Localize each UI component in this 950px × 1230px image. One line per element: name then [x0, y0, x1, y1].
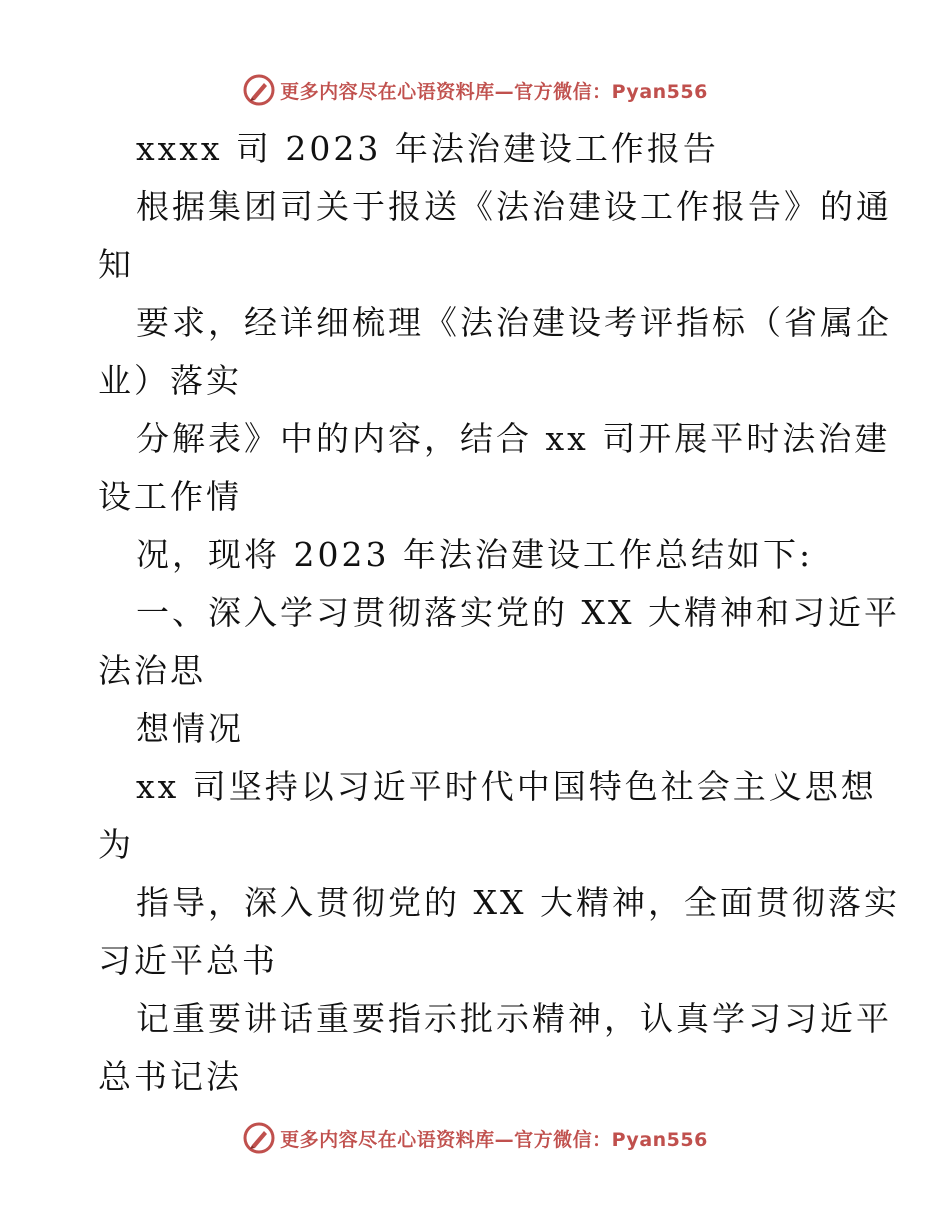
text-line: xx 司坚持以习近平时代中国特色社会主义思想	[136, 767, 877, 806]
watermark-text: 更多内容尽在心语资料库—官方微信：Pyan556	[280, 80, 708, 103]
text-line: 为	[98, 825, 134, 864]
text-line: 指导，深入贯彻党的 XX 大精神，全面贯彻落实	[136, 883, 900, 922]
watermark-footer	[0, 1118, 950, 1158]
text-line: xxxx 司 2023 年法治建设工作报告	[136, 129, 719, 168]
pen-logo-icon	[242, 73, 276, 107]
text-line: 习近平总书	[98, 941, 278, 980]
watermark-text: 更多内容尽在心语资料库—官方微信：Pyan556	[280, 1128, 708, 1151]
text-line: 想情况	[136, 709, 244, 748]
watermark-header	[0, 70, 950, 110]
text-line: 业）落实	[98, 361, 242, 400]
text-line: 记重要讲话重要指示批示精神，认真学习习近平	[136, 999, 892, 1038]
text-line: 总书记法	[98, 1057, 242, 1096]
text-line: 知	[98, 245, 134, 284]
text-line: 设工作情	[98, 477, 242, 516]
text-line: 要求，经详细梳理《法治建设考评指标（省属企	[136, 303, 892, 342]
document-body	[98, 120, 900, 1106]
text-line: 一、深入学习贯彻落实党的 XX 大精神和习近平	[136, 593, 900, 632]
pen-logo-icon	[242, 1121, 276, 1155]
text-line: 法治思	[98, 651, 206, 690]
text-line: 况，现将 2023 年法治建设工作总结如下:	[136, 535, 814, 574]
text-line: 根据集团司关于报送《法治建设工作报告》的通	[136, 187, 892, 226]
text-line: 分解表》中的内容，结合 xx 司开展平时法治建	[136, 419, 891, 458]
